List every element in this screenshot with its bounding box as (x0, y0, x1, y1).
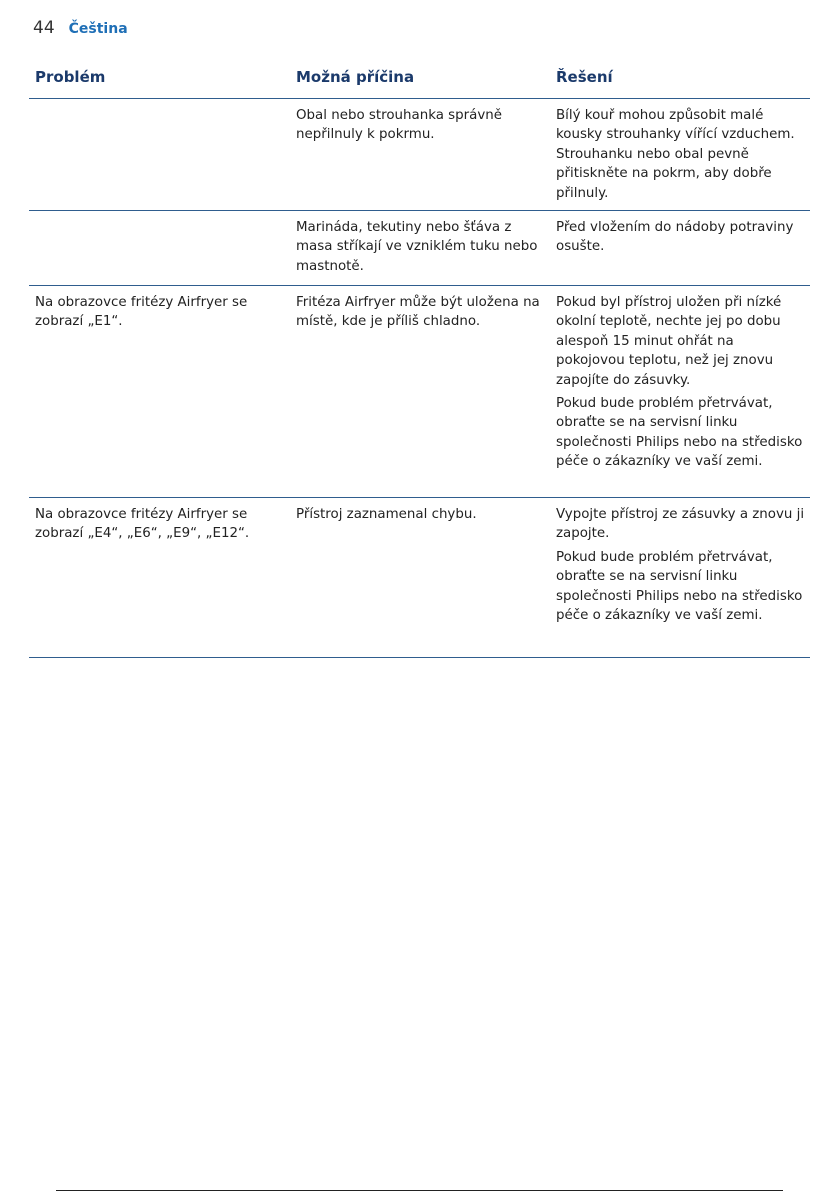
solution-cell (550, 498, 810, 658)
column-header-problem: Problém (29, 58, 290, 99)
table-row (29, 211, 810, 286)
cause-cell: Přístroj zaznamenal chybu. (290, 498, 550, 658)
table-header-row (29, 58, 810, 99)
column-header-solution: Řešení (550, 58, 810, 99)
problem-cell (29, 99, 290, 211)
table-row (29, 99, 810, 211)
cause-cell: Marináda, tekutiny nebo šťáva z masa stříkají ve vzniklém tuku nebo mastnotě. (290, 211, 550, 286)
problem-cell (29, 211, 290, 286)
solution-paragraph: Pokud bude problém přetrvávat, obraťte se na servisní linku společnosti Philips nebo na středisko péče o zákazníky ve vaší zemi. (556, 549, 803, 624)
table-row (29, 498, 810, 658)
problem-cell: Na obrazovce fritézy Airfryer se zobrazí „E4“, „E6“, „E9“, „E12“. (29, 498, 290, 658)
solution-paragraph: Bílý kouř mohou způsobit malé kousky strouhanky vířící vzduchem. Strouhanku nebo obal pevně přitiskněte na pokrm, aby dobře přilnuly. (556, 108, 795, 201)
solution-paragraph: Pokud byl přístroj uložen při nízké okolní teplotě, nechte jej po dobu alespoň 15 minut ohřát na pokojovou teplotu, než jej znovu zapojíte do zásuvky. (556, 295, 782, 388)
solution-cell (550, 99, 810, 211)
table-row (29, 286, 810, 498)
problem-cell: Na obrazovce fritézy Airfryer se zobrazí „E1“. (29, 286, 290, 498)
page-header (33, 18, 128, 38)
solution-paragraph: Vypojte přístroj ze zásuvky a znovu ji zapojte. (556, 507, 805, 542)
troubleshooting-table (29, 58, 810, 658)
solution-paragraph: Před vložením do nádoby potraviny osušte. (556, 220, 794, 255)
cause-cell: Obal nebo strouhanka správně nepřilnuly k pokrmu. (290, 99, 550, 211)
section-title: Čeština (68, 21, 128, 37)
solution-paragraph: Pokud bude problém přetrvávat, obraťte se na servisní linku společnosti Philips nebo na středisko péče o zákazníky ve vaší zemi. (556, 396, 803, 470)
column-header-cause: Možná příčina (290, 58, 550, 99)
solution-cell (550, 286, 810, 498)
page-number: 44 (33, 18, 55, 38)
solution-cell (550, 211, 810, 286)
cause-cell: Fritéza Airfryer může být uložena na místě, kde je příliš chladno. (290, 286, 550, 498)
